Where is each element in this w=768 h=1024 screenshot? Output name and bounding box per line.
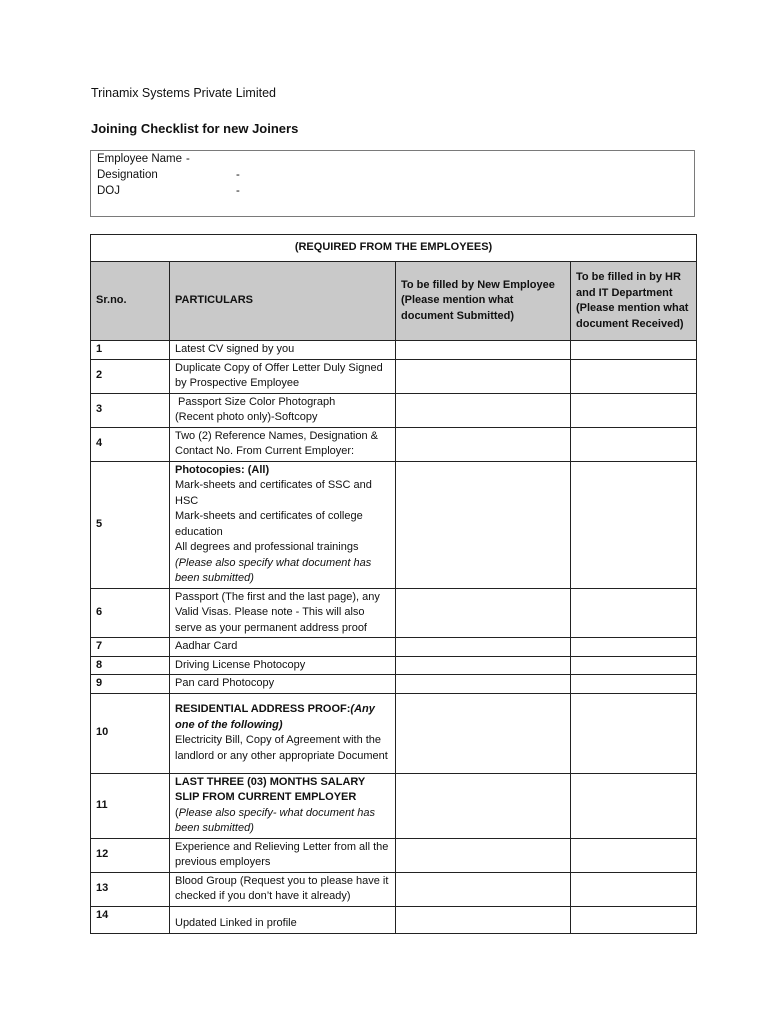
hr-entry-cell[interactable] <box>571 693 697 773</box>
particular-text: Duplicate Copy of Offer Letter Duly Signed by Prospective Employee <box>175 361 383 389</box>
particulars-cell <box>170 461 396 588</box>
employee-entry-cell[interactable] <box>396 341 571 360</box>
table-row <box>91 461 697 588</box>
row-number: 1 <box>91 341 170 360</box>
particulars-cell <box>170 588 396 638</box>
particular-text-3: All degrees and professional trainings <box>175 541 359 553</box>
particulars-cell <box>170 675 396 694</box>
particular-note-paren: ( <box>175 806 179 819</box>
employee-entry-cell[interactable] <box>396 359 571 393</box>
employee-entry-cell[interactable] <box>396 656 571 675</box>
particulars-cell <box>170 341 396 360</box>
hr-entry-cell[interactable] <box>571 427 697 461</box>
employee-entry-cell[interactable] <box>396 588 571 638</box>
hr-entry-cell[interactable] <box>571 461 697 588</box>
row-number: 5 <box>91 461 170 588</box>
col-header-hr: To be filled in by HR and IT Department (Please mention what document Received) <box>571 262 697 341</box>
employee-name-label: Employee Name <box>97 153 183 165</box>
particular-heading: Photocopies: (All) <box>175 463 270 476</box>
col-header-particulars: PARTICULARS <box>170 262 396 341</box>
table-row <box>91 393 697 427</box>
particulars-cell <box>170 359 396 393</box>
hr-entry-cell[interactable] <box>571 773 697 838</box>
section-header: (REQUIRED FROM THE EMPLOYEES) <box>91 235 697 262</box>
row-number: 13 <box>91 872 170 906</box>
hr-entry-cell[interactable] <box>571 393 697 427</box>
hr-entry-cell[interactable] <box>571 588 697 638</box>
row-number: 3 <box>91 393 170 427</box>
hr-entry-cell[interactable] <box>571 872 697 906</box>
employee-entry-cell[interactable] <box>396 872 571 906</box>
document-title: Joining Checklist for new Joiners <box>91 121 299 136</box>
row-number: 4 <box>91 427 170 461</box>
particulars-cell <box>170 656 396 675</box>
particular-text: Mark-sheets and certificates of SSC and HSC <box>175 479 372 507</box>
employee-name-dash: - <box>186 153 190 165</box>
hr-entry-cell[interactable] <box>571 656 697 675</box>
row-number: 10 <box>91 693 170 773</box>
particular-text: Updated Linked in profile <box>175 917 297 929</box>
doj-dash: - <box>236 185 240 197</box>
particulars-cell <box>170 393 396 427</box>
table-row <box>91 838 697 872</box>
particular-text: Pan card Photocopy <box>175 677 275 689</box>
particulars-cell <box>170 773 396 838</box>
particular-text: Driving License Photocopy <box>175 658 306 671</box>
particulars-cell <box>170 872 396 906</box>
employee-entry-cell[interactable] <box>396 838 571 872</box>
particular-heading: LAST THREE (03) MONTHS SALARY SLIP FROM CURRENT EMPLOYER <box>175 775 366 803</box>
employee-entry-cell[interactable] <box>396 773 571 838</box>
particular-text: Aadhar Card <box>175 640 238 652</box>
employee-entry-cell[interactable] <box>396 675 571 694</box>
hr-entry-cell[interactable] <box>571 359 697 393</box>
row-number: 6 <box>91 588 170 638</box>
table-row <box>91 773 697 838</box>
particular-note: (Please also specify what document has been submitted) <box>175 556 372 584</box>
employee-entry-cell[interactable] <box>396 638 571 657</box>
table-row <box>91 359 697 393</box>
employee-entry-cell[interactable] <box>396 906 571 933</box>
hr-entry-cell[interactable] <box>571 341 697 360</box>
col-header-srno: Sr.no. <box>91 262 170 341</box>
particulars-cell <box>170 427 396 461</box>
particular-text: Experience and Relieving Letter from all the previous employers <box>175 840 389 868</box>
table-row <box>91 675 697 694</box>
particular-text: Passport (The first and the last page), any Valid Visas. Please note - This will also serve as your permanent address proof <box>175 590 380 634</box>
table-row <box>91 906 697 933</box>
table-row <box>91 427 697 461</box>
particular-heading-italic: (Any one of the following) <box>175 703 375 731</box>
particulars-cell <box>170 838 396 872</box>
doj-label: DOJ <box>97 185 120 197</box>
row-number: 9 <box>91 675 170 694</box>
company-name: Trinamix Systems Private Limited <box>91 86 276 100</box>
employee-entry-cell[interactable] <box>396 461 571 588</box>
particular-text: Two (2) Reference Names, Designation & Contact No. From Current Employer: <box>175 429 378 457</box>
row-number: 12 <box>91 838 170 872</box>
col-header-employee: To be filled by New Employee (Please mention what document Submitted) <box>396 262 571 341</box>
row-number: 11 <box>91 773 170 838</box>
employee-entry-cell[interactable] <box>396 427 571 461</box>
row-number: 8 <box>91 656 170 675</box>
hr-entry-cell[interactable] <box>571 638 697 657</box>
designation-dash: - <box>236 169 240 181</box>
particulars-cell <box>170 638 396 657</box>
employee-name-row <box>97 153 190 165</box>
table-row <box>91 341 697 360</box>
particular-text: Blood Group (Request you to please have it checked if you don’t have it already) <box>175 874 389 902</box>
employee-entry-cell[interactable] <box>396 693 571 773</box>
particular-text-2: (Recent photo only)-Softcopy <box>175 411 318 423</box>
table-row <box>91 656 697 675</box>
row-number: 14 <box>91 906 170 933</box>
hr-entry-cell[interactable] <box>571 906 697 933</box>
table-row <box>91 872 697 906</box>
row-number: 7 <box>91 638 170 657</box>
particulars-cell <box>170 906 396 933</box>
employee-info-box <box>90 150 695 217</box>
particular-text: Latest CV signed by you <box>175 343 295 355</box>
table-row <box>91 588 697 638</box>
row-number: 2 <box>91 359 170 393</box>
particulars-cell <box>170 693 396 773</box>
doj-row <box>97 185 240 197</box>
particular-text: Electricity Bill, Copy of Agreement with the landlord or any other appropriate Document <box>175 734 388 762</box>
table-row <box>91 693 697 773</box>
particular-note: Please also specify- what document has been submitted) <box>175 806 375 834</box>
designation-row <box>97 169 240 181</box>
designation-label: Designation <box>97 169 158 181</box>
particular-text-2: Mark-sheets and certificates of college education <box>175 510 363 538</box>
table-row <box>91 638 697 657</box>
hr-entry-cell[interactable] <box>571 838 697 872</box>
hr-entry-cell[interactable] <box>571 675 697 694</box>
particular-text: Passport Size Color Photograph <box>175 395 336 408</box>
employee-entry-cell[interactable] <box>396 393 571 427</box>
joining-checklist-table <box>90 234 697 934</box>
particular-heading: RESIDENTIAL ADDRESS PROOF: <box>175 703 351 715</box>
